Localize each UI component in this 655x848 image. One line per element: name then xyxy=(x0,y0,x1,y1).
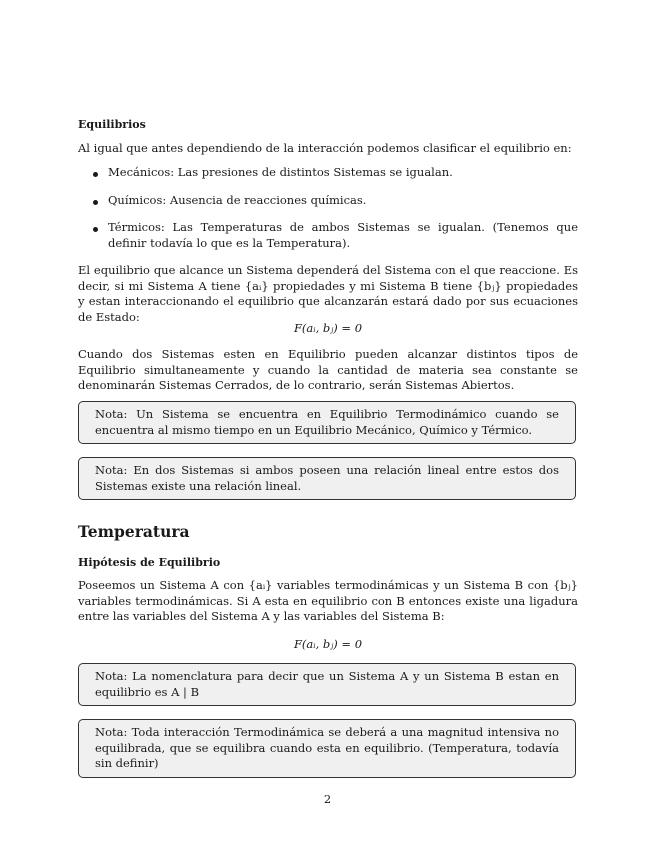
bullet-text: Térmicos: Las Temperaturas de ambos Sistemas se igualan. (Tenemos que definir todavía lo que es la Temperatura). xyxy=(108,220,578,250)
bullet-icon xyxy=(93,227,98,232)
bullet-icon xyxy=(93,172,98,177)
bullet-item xyxy=(96,165,578,181)
note-box: Nota: Toda interacción Termodinámica se deberá a una magnitud intensiva no equilibrada, que se equilibra cuando esta en equilibrio. (Temperatura, todavía sin definir) xyxy=(78,719,576,778)
equation: F(aᵢ, bⱼ) = 0 xyxy=(293,321,363,335)
section-heading-temperatura: Temperatura xyxy=(78,522,190,541)
paragraph-equilibrium: El equilibrio que alcance un Sistema dependerá del Sistema con el que reaccione. Es decir, si mi Sistema A tiene {aᵢ} propiedades y mi Sistema B tiene {bⱼ} propiedades y estan interaccionando el equilibrio que alcanzarán estará dado por sus ecuaciones de Estado: xyxy=(78,263,578,324)
note-box: Nota: Un Sistema se encuentra en Equilibrio Termodinámico cuando se encuentra al mismo tiempo en un Equilibrio Mecánico, Químico y Térmico. xyxy=(78,401,576,444)
equation: F(aᵢ, bⱼ) = 0 xyxy=(293,637,363,651)
intro-text: Al igual que antes dependiendo de la interacción podemos clasificar el equilibrio en: xyxy=(78,141,572,155)
paragraph-heading-equilibrios: Equilibrios xyxy=(78,118,146,131)
bullet-text: Mecánicos: Las presiones de distintos Sistemas se igualan. xyxy=(108,165,453,179)
paragraph-systems: Cuando dos Sistemas esten en Equilibrio pueden alcanzar distintos tipos de Equilibrio simultaneamente y cuando la cantidad de materia sea constante se denominarán Sistemas Cerrados, de lo contrario, serán Sistemas Abiertos. xyxy=(78,347,578,392)
bullet-icon xyxy=(93,200,98,205)
bullet-item xyxy=(96,193,578,209)
page-number: 2 xyxy=(323,792,332,806)
note-box: Nota: La nomenclatura para decir que un Sistema A y un Sistema B estan en equilibrio es A | B xyxy=(78,663,576,706)
bullet-item xyxy=(96,220,578,251)
subsection-heading-hipotesis: Hipótesis de Equilibrio xyxy=(78,556,221,569)
bullet-text: Químicos: Ausencia de reacciones químicas. xyxy=(108,193,367,207)
note-box: Nota: En dos Sistemas si ambos poseen una relación lineal entre estos dos Sistemas existe una relación lineal. xyxy=(78,457,576,500)
paragraph-hypothesis: Poseemos un Sistema A con {aᵢ} variables termodinámicas y un Sistema B con {bⱼ} variables termodinámicas. Si A esta en equilibrio con B entonces existe una ligadura entre las variables del Sistema A y las variables del Sistema B: xyxy=(78,578,578,623)
